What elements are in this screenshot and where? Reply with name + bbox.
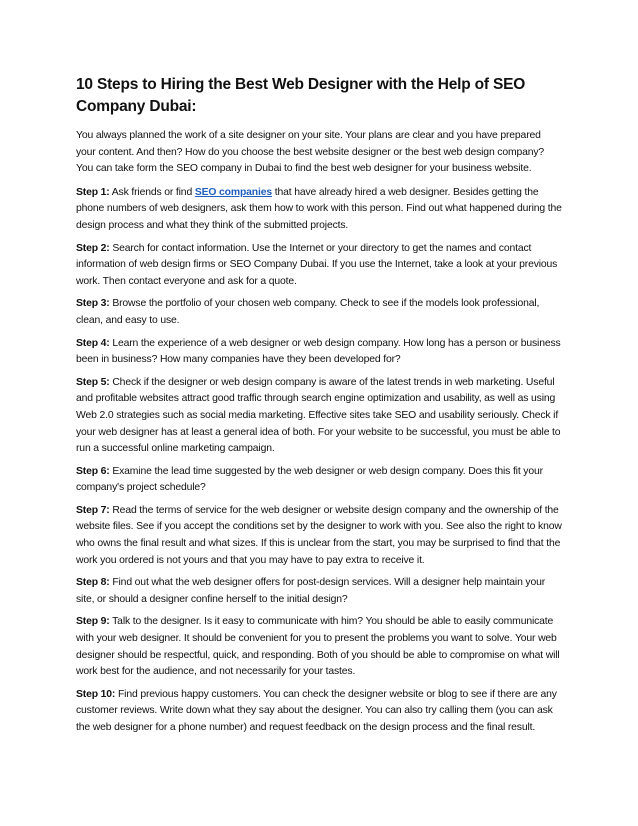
step-8-text: Find out what the web designer offers for post-design services. Will a designer help maintain your site, or should a designer confine herself to the initial design? [76, 577, 546, 605]
step-7-text: Read the terms of service for the web designer or website design company and the ownership of the website files. See if you accept the conditions set by the designer to work with you. See also the right to know who owns the final result and what sizes. If this is unclear from the start, you may be surprised to find that the work you ordered is not yours and that you may have to pay extra to receive it. [76, 504, 562, 566]
step-1-text-after: that have already hired a web designer. Besides getting the phone numbers of web designers, ask them how to work with this person. Find out what happened during the design process and what they think of the submitted projects. [76, 186, 562, 231]
step-6-text: Examine the lead time suggested by the web designer or web design company. Does this fit your company's project schedule? [76, 465, 543, 494]
step-2-paragraph [76, 241, 562, 291]
step-6-paragraph [76, 464, 562, 497]
step-8-label: Step 8: [76, 577, 110, 589]
step-3-paragraph [76, 296, 562, 329]
step-1-paragraph [76, 185, 562, 235]
step-5-label: Step 5: [76, 376, 110, 388]
step-5-paragraph [76, 375, 562, 458]
step-7-paragraph [76, 503, 562, 569]
document-title: 10 Steps to Hiring the Best Web Designer with the Help of SEO Company Dubai: [76, 76, 526, 115]
step-3-label: Step 3: [76, 298, 110, 310]
step-8-paragraph [76, 575, 562, 608]
step-9-paragraph [76, 614, 562, 680]
intro-paragraph: You always planned the work of a site designer on your site. Your plans are clear and you have prepared your content. And then? How do you choose the best website designer or the best web design company? You can take form the SEO company in Dubai to find the best web designer for your business website. [76, 130, 545, 175]
step-4-label: Step 4: [76, 337, 110, 349]
step-10-paragraph [76, 687, 562, 737]
step-3-text: Browse the portfolio of your chosen web company. Check to see if the models look professional, clean, and easy to use. [76, 298, 540, 326]
step-10-label: Step 10: [76, 688, 116, 700]
step-2-text: Search for contact information. Use the Internet or your directory to get the names and contact information of web design firms or SEO Company Dubai. If you use the Internet, take a look at your previous work. Then contact everyone and ask for a quote. [76, 242, 558, 287]
step-5-text: Check if the designer or web design company is aware of the latest trends in web marketing. Useful and profitable websites attract good traffic through search engine optimization and usability, as well as using Web 2.0 strategies such as social media marketing. Effective sites take SEO and usability seriously. Check if your web designer has at least a general idea of both. For your website to be successful, you must be able to run a successful online marketing campaign. [76, 376, 561, 455]
step-7-label: Step 7: [76, 504, 110, 516]
step-2-label: Step 2: [76, 242, 110, 254]
seo-companies-link[interactable]: SEO companies [194, 186, 272, 198]
step-4-text: Learn the experience of a web designer or web design company. How long has a person or business been in business? How many companies have they been developed for? [76, 337, 561, 366]
step-10-text: Find previous happy customers. You can check the designer website or blog to see if there are any customer reviews. Write down what they say about the designer. You can also try calling them (you can ask the web designer for a phone number) and request feedback on the design process and the final result. [76, 688, 557, 733]
step-1-text-before: Ask friends or find [109, 186, 195, 198]
step-9-text: Talk to the designer. Is it easy to communicate with him? You should be able to easily communicate with your web designer. It should be convenient for you to present the problems you want to solve. Your web designer should be respectful, quick, and responding. Both of you should be able to compromise on what will work best for the audience, and not necessarily for your tastes. [76, 616, 560, 678]
step-6-label: Step 6: [76, 465, 110, 477]
step-4-paragraph [76, 336, 562, 369]
step-1-label: Step 1: [76, 186, 110, 198]
step-9-label: Step 9: [76, 616, 110, 628]
